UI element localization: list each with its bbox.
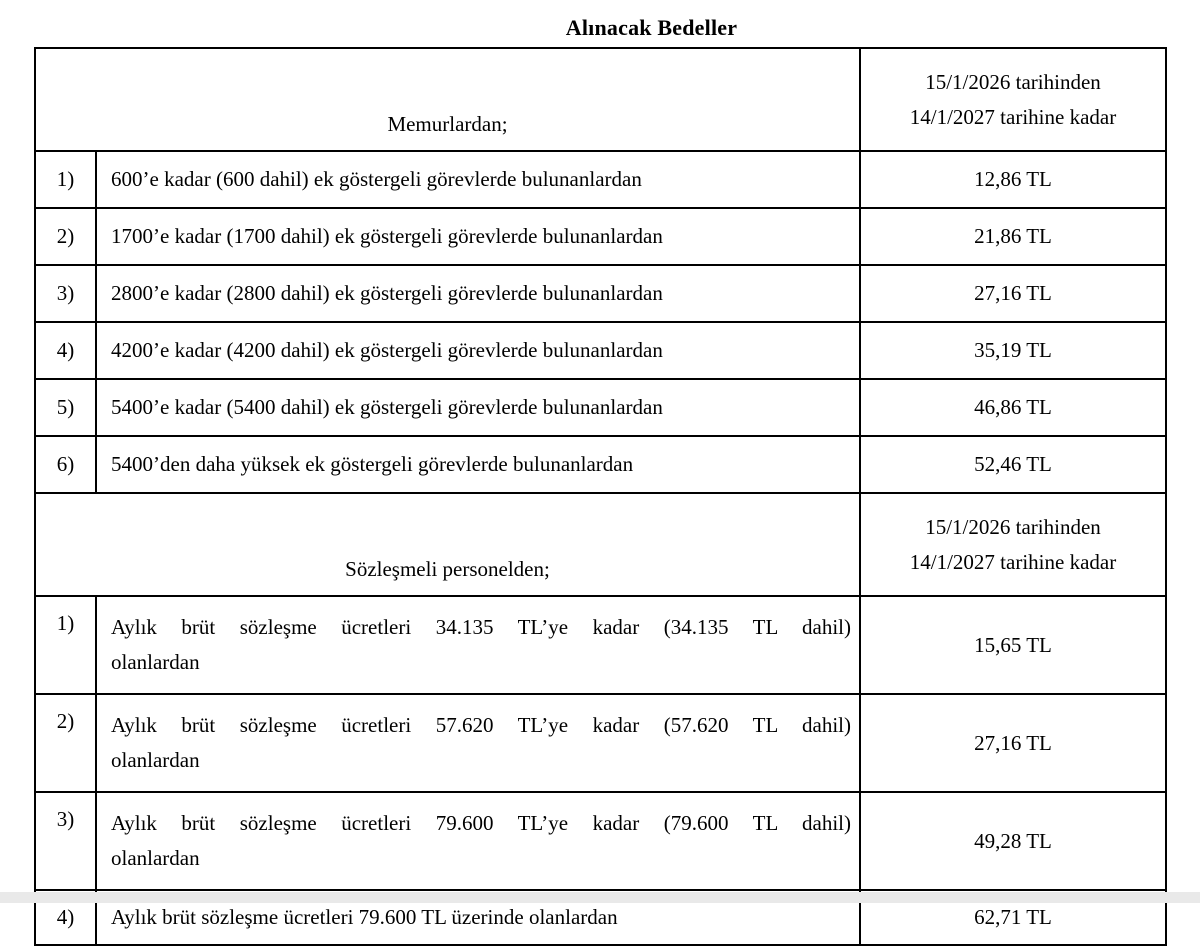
row-description: 5400’den daha yüksek ek göstergeli görevlerde bulunanlardan (96, 436, 860, 493)
row-description: Aylık brüt sözleşme ücretleri 79.600 TL’ye kadar (79.600 TL dahil) olanlardan (96, 792, 860, 890)
table-row (35, 151, 1166, 208)
table-row (35, 596, 1166, 694)
row-number: 5) (35, 379, 96, 436)
row-amount: 15,65 TL (860, 596, 1166, 694)
period-line-2: 14/1/2027 tarihine kadar (909, 549, 1117, 574)
row-number: 4) (35, 890, 96, 945)
row-amount: 52,46 TL (860, 436, 1166, 493)
row-description: 4200’e kadar (4200 dahil) ek göstergeli görevlerde bulunanlardan (96, 322, 860, 379)
row-number: 6) (35, 436, 96, 493)
period-header-memurlardan (860, 48, 1166, 151)
row-number: 2) (35, 694, 96, 792)
row-amount: 27,16 TL (860, 265, 1166, 322)
table-row (35, 436, 1166, 493)
row-description: Aylık brüt sözleşme ücretleri 57.620 TL’ye kadar (57.620 TL dahil) olanlardan (96, 694, 860, 792)
row-description: Aylık brüt sözleşme ücretleri 34.135 TL’ye kadar (34.135 TL dahil) olanlardan (96, 596, 860, 694)
row-amount: 46,86 TL (860, 379, 1166, 436)
period-line-2: 14/1/2027 tarihine kadar (909, 104, 1117, 129)
section-label-memurlardan: Memurlardan; (35, 48, 860, 151)
row-description: 1700’e kadar (1700 dahil) ek göstergeli görevlerde bulunanlardan (96, 208, 860, 265)
section-header-row-sozlesmeli (35, 493, 1166, 596)
row-description: Aylık brüt sözleşme ücretleri 79.600 TL üzerinde olanlardan (96, 890, 860, 945)
row-amount: 12,86 TL (860, 151, 1166, 208)
period-line-1: 15/1/2026 tarihinden (925, 69, 1101, 94)
section-label-sozlesmeli: Sözleşmeli personelden; (35, 493, 860, 596)
table-row (35, 208, 1166, 265)
row-amount: 62,71 TL (860, 890, 1166, 945)
row-amount: 49,28 TL (860, 792, 1166, 890)
row-amount: 35,19 TL (860, 322, 1166, 379)
row-amount: 21,86 TL (860, 208, 1166, 265)
fees-table (34, 47, 1167, 946)
table-row (35, 379, 1166, 436)
row-number: 1) (35, 151, 96, 208)
table-row (35, 694, 1166, 792)
row-number: 3) (35, 792, 96, 890)
row-number: 2) (35, 208, 96, 265)
row-number: 4) (35, 322, 96, 379)
row-number: 1) (35, 596, 96, 694)
table-row (35, 322, 1166, 379)
period-line-1: 15/1/2026 tarihinden (925, 514, 1101, 539)
row-description: 5400’e kadar (5400 dahil) ek göstergeli görevlerde bulunanlardan (96, 379, 860, 436)
table-row (35, 792, 1166, 890)
page-title: Alınacak Bedeller (565, 15, 738, 40)
table-row (35, 265, 1166, 322)
row-description: 2800’e kadar (2800 dahil) ek göstergeli görevlerde bulunanlardan (96, 265, 860, 322)
row-number: 3) (35, 265, 96, 322)
page-edge (0, 892, 1200, 903)
period-header-sozlesmeli (860, 493, 1166, 596)
row-amount: 27,16 TL (860, 694, 1166, 792)
section-header-row-memurlardan (35, 48, 1166, 151)
row-description: 600’e kadar (600 dahil) ek göstergeli görevlerde bulunanlardan (96, 151, 860, 208)
